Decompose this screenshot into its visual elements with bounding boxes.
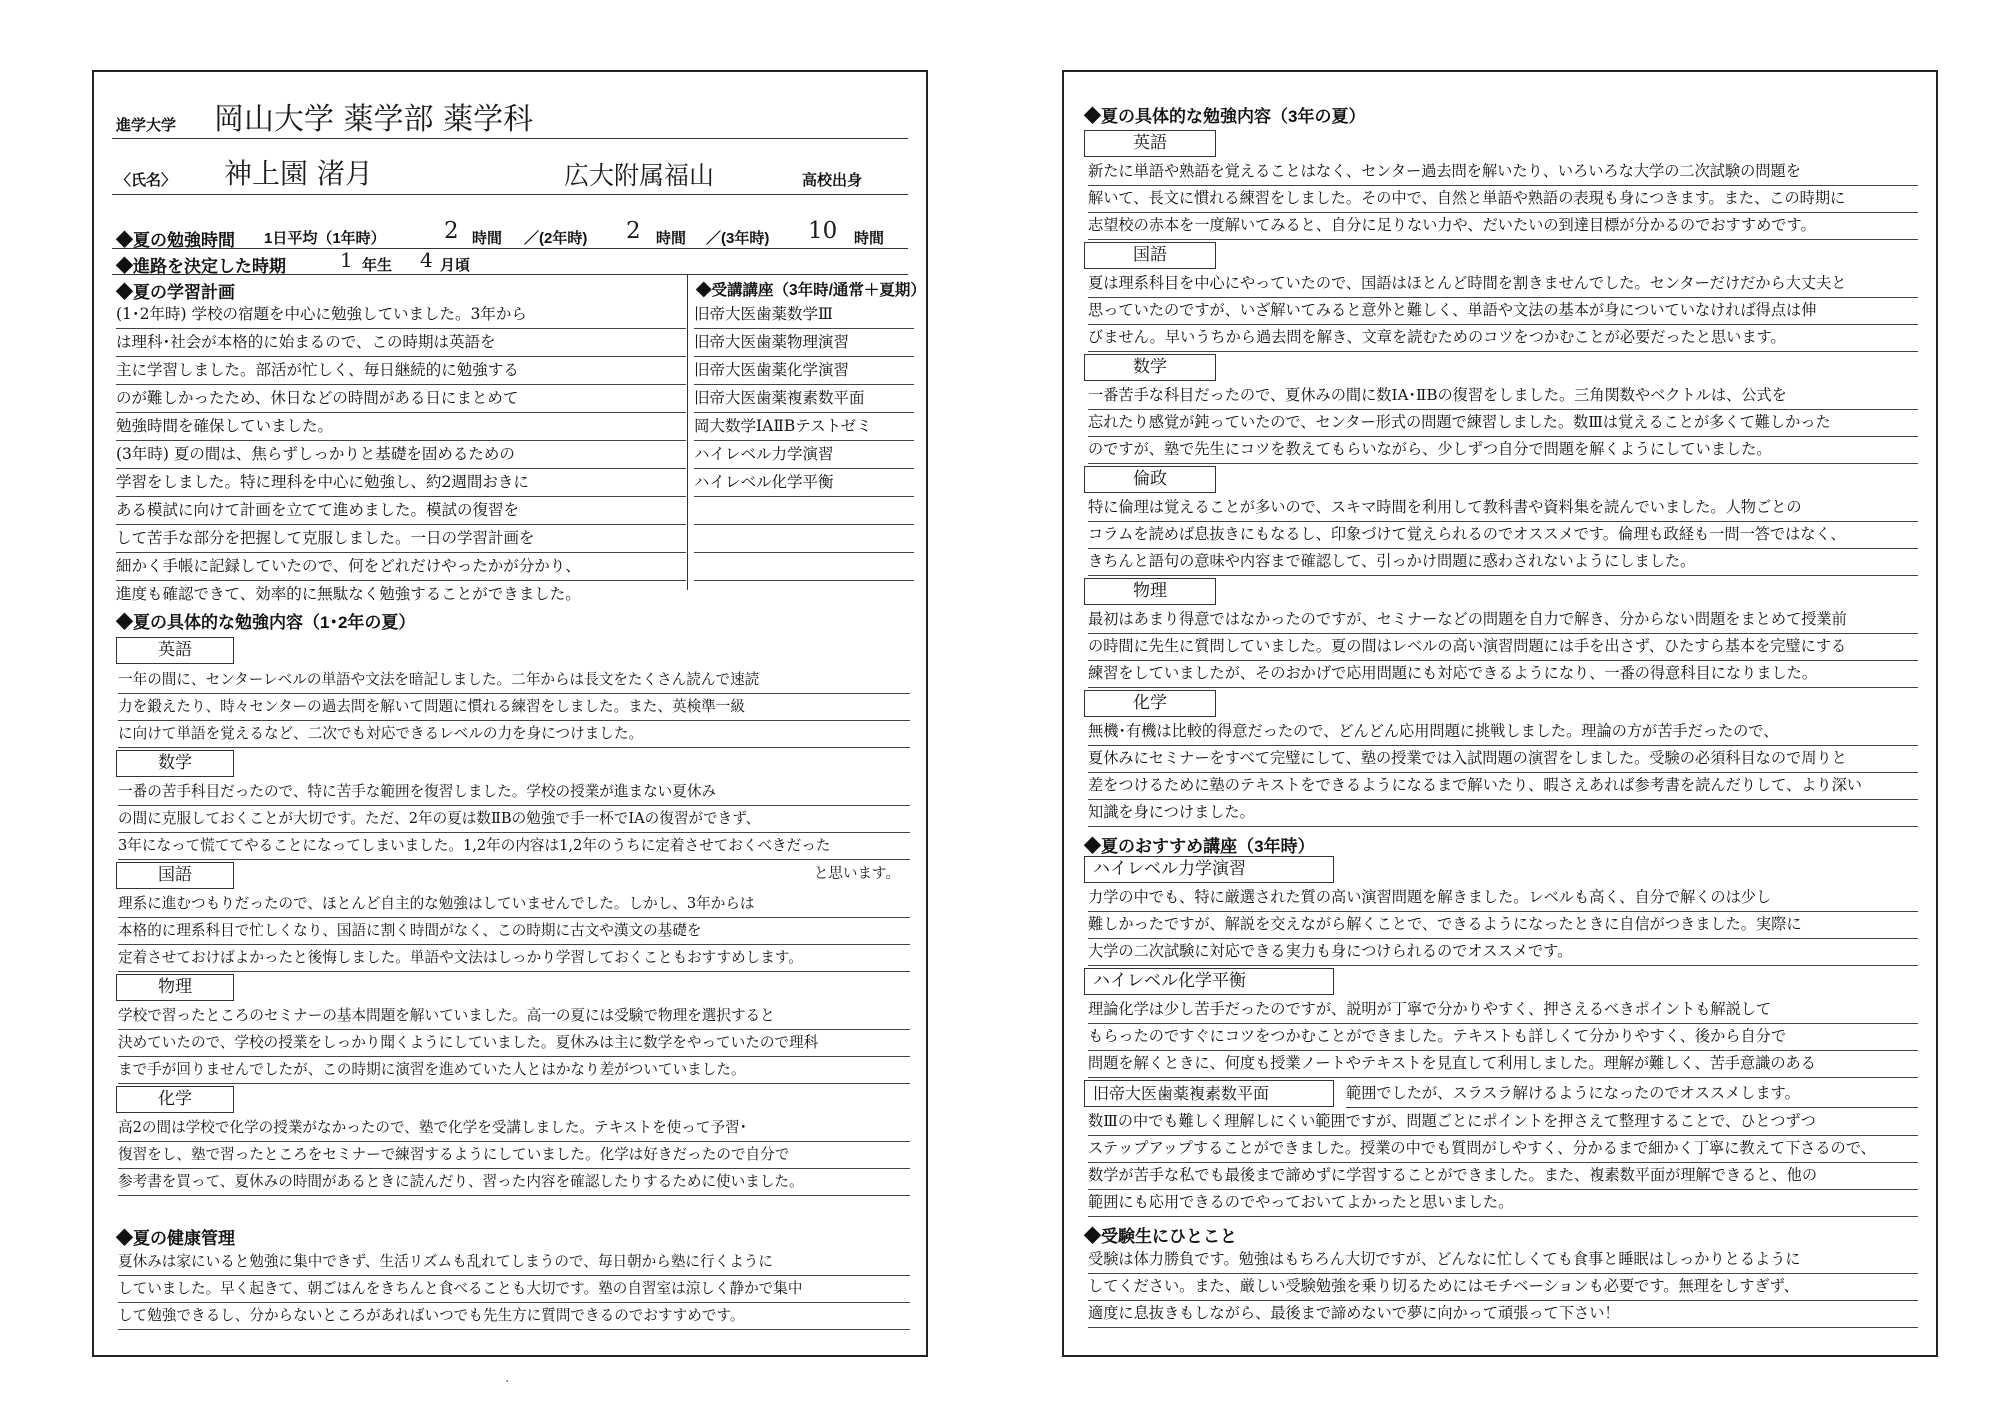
subject-line: 参考書を買って、夏休みの時間があるときに読んだり、習った内容を確認したりするために使いました。: [118, 1168, 910, 1196]
recommend-line: 数学が苦手な私でも最後まで諦めずに学習することができました。また、複素数平面が理解できると、他の: [1088, 1162, 1918, 1190]
subject-line: 一番の苦手科目だったので、特に苦手な範囲を復習しました。学校の授業が進まない夏休み: [118, 778, 910, 806]
summer12-title: ◆夏の具体的な勉強内容（1･2年の夏）: [116, 613, 416, 632]
decision-grade-suffix: 年生: [362, 257, 393, 274]
subject-line: に向けて単語を覚えるなど、二次でも対応できるレベルの力を身につけました。: [118, 720, 910, 748]
subject-line: 特に倫理は覚えることが多いので、スキマ時間を利用して教科書や資料集を読んでいました。人物ごとの: [1088, 494, 1918, 522]
course-item: ハイレベル力学演習: [694, 440, 914, 469]
recommend-title: ◆夏のおすすめ講座（3年時）: [1084, 837, 1315, 856]
course-item: 岡大数学ⅠAⅡBテストゼミ: [694, 412, 914, 441]
subject-line: きちんと語句の意味や内容まで確認して、引っかけ問題に惑わされないようにしました。: [1088, 548, 1918, 576]
message-line: 適度に息抜きもしながら、最後まで諦めないで夢に向かって頑張って下さい！: [1088, 1300, 1918, 1328]
decision-month-suffix: 月頃: [440, 257, 471, 274]
subject-label-physics: 物理: [116, 974, 234, 1001]
scan-mark: ·: [505, 1374, 510, 1390]
subject-line: 力を鍛えたり、時々センターの過去問を解いて問題に慣れる練習をしました。また、英検準一級: [118, 693, 910, 721]
recommend-line: 大学の二次試験に対応できる実力も身につけられるのでオススメです。: [1088, 938, 1918, 966]
subject-line: 練習をしていましたが、そのおかげで応用問題にも対応できるようになり、一番の得意科目になりました。: [1088, 660, 1918, 688]
plan-line: 主に学習しました。部活が忙しく、毎日継続的に勉強する: [116, 356, 686, 385]
subject-label-english: 英語: [116, 637, 234, 664]
subject-line: びません。早いうちから過去問を解き、文章を読むためのコツをつかむことが必要だったと思います。: [1088, 324, 1918, 352]
hours-unit: 時間: [472, 230, 503, 247]
subject-line: 理系に進むつもりだったので、ほとんど自主的な勉強はしていませんでした。しかし、3年からは: [118, 890, 910, 918]
subject-line: まで手が回りませんでしたが、この時期に演習を進めていた人とはかなり差がついていました。: [118, 1056, 910, 1084]
subject-label-physics: 物理: [1084, 578, 1216, 605]
subject-label-ethics-politics: 倫政: [1084, 466, 1216, 493]
high-school-value: 広大附属福山: [564, 161, 715, 190]
subject-line: 定着させておけばよかったと後悔しました。単語や文法はしっかり学習しておくこともおすすめします。: [118, 944, 910, 972]
message-line: してください。また、厳しい受験勉強を乗り切るためにはモチベーションも必要です。無理をしすぎず、: [1088, 1273, 1918, 1301]
divider: [112, 138, 908, 139]
subject-line-tail: と思います。: [814, 866, 900, 882]
subject-line: 思っていたのですが、いざ解いてみると意外と難しく、単語や文法の基本が身についていなければ得点は伸: [1088, 297, 1918, 325]
health-line: して勉強できるし、分からないところがあればいつでも先生方に質問できるのでおすすめです。: [118, 1302, 910, 1330]
study-time-avg-label: 1日平均（1年時）: [264, 230, 386, 247]
subject-label-chemistry: 化学: [116, 1086, 234, 1113]
subject-line: 夏休みにセミナーをすべて完璧にして、塾の授業では入試問題の演習をしました。受験の必須科目なので周りと: [1088, 745, 1918, 773]
divider: [112, 274, 908, 275]
column-divider: [687, 274, 688, 590]
subject-label-japanese: 国語: [116, 862, 234, 889]
recommend-line: 範囲でしたが、スラスラ解けるようになったのでオススメします。: [1346, 1080, 1918, 1108]
study-hours-y3: 10: [808, 218, 838, 244]
plan-line: (1･2年時) 学校の宿題を中心に勉強していました。3年から: [116, 300, 686, 329]
plan-line: 細かく手帳に記録していたので、何をどれだけやったかが分かり、: [116, 552, 686, 581]
plan-line: 勉強時間を確保していました。: [116, 412, 686, 441]
subject-line: 復習をし、塾で習ったところをセミナーで練習するようにしていました。化学は好きだったので自分で: [118, 1141, 910, 1169]
hours-unit: 時間: [854, 230, 885, 247]
subject-line: 一年の間に、センターレベルの単語や文法を暗記しました。二年からは長文をたくさん読んで速読: [118, 666, 910, 694]
course-item: 旧帝大医歯薬化学演習: [694, 356, 914, 385]
hours-unit: 時間: [656, 230, 687, 247]
recommend-line: もらったのですぐにコツをつかむことができました。テキストも詳しくて分かりやすく、後から自分で: [1088, 1023, 1918, 1051]
name-label: 〈氏名〉: [116, 172, 177, 189]
recommend-line: 問題を解くときに、何度も授業ノートやテキストを見直して利用しました。理解が難しく、苦手意識のある: [1088, 1050, 1918, 1078]
study-hours-y2: 2: [626, 218, 641, 244]
name-value: 神上園 渚月: [224, 157, 373, 190]
subject-label-math: 数学: [116, 750, 234, 777]
subject-line: 解いて、長文に慣れる練習をしました。その中で、自然と単語や熟語の表現も身につきます。また、この時期に: [1088, 185, 1918, 213]
course-item: 旧帝大医歯薬数学Ⅲ: [694, 300, 914, 329]
plan-line: (3年時) 夏の間は、焦らずしっかりと基礎を固めるための: [116, 440, 686, 469]
course-item: [694, 552, 914, 581]
recommend-line: 難しかったですが、解説を交えながら解くことで、できるようになったときに自信がつきました。実際に: [1088, 911, 1918, 939]
courses-title: ◆受講講座（3年時/通常＋夏期）: [696, 282, 926, 299]
plan-line: 進度も確認できて、効率的に無駄なく勉強することができました。: [116, 585, 581, 603]
subject-label-chemistry: 化学: [1084, 690, 1216, 717]
subject-label-math: 数学: [1084, 354, 1216, 381]
subject-line: 高2の間は学校で化学の授業がなかったので、塾で化学を受講しました。テキストを使って予習･: [118, 1114, 910, 1142]
university-label: 進学大学: [116, 117, 177, 134]
message-title: ◆受験生にひとこと: [1084, 1227, 1237, 1246]
subject-line: 学校で習ったところのセミナーの基本問題を解いていました。高一の夏には受験で物理を選択すると: [118, 1002, 910, 1030]
message-line: 受験は体力勝負です。勉強はもちろん大切ですが、どんなに忙しくても食事と睡眠はしっかりとるように: [1088, 1246, 1918, 1274]
university-value: 岡山大学 薬学部 薬学科: [214, 102, 534, 137]
study-time-label: ◆夏の勉強時間: [116, 231, 235, 250]
subject-line: 一番苦手な科目だったので、夏休みの間に数ⅠA･ⅡBの復習をしました。三角関数やベクトルは、公式を: [1088, 382, 1918, 410]
plan-line: して苦手な部分を把握して克服しました。一日の学習計画を: [116, 524, 686, 553]
subject-line: 最初はあまり得意ではなかったのですが、セミナーなどの問題を自力で解き、分からない問題をまとめて授業前: [1088, 606, 1918, 634]
high-school-suffix: 高校出身: [802, 172, 863, 189]
subject-line: 無機･有機は比較的得意だったので、どんどん応用問題に挑戦しました。理論の方が苦手だったので、: [1088, 718, 1918, 746]
subject-line: の時間に先生に質問していました。夏の間はレベルの高い演習問題には手を出さず、ひたすら基本を完璧にする: [1088, 633, 1918, 661]
divider: [112, 194, 908, 195]
health-line: 夏休みは家にいると勉強に集中できず、生活リズムも乱れてしまうので、毎日朝から塾に行くように: [118, 1248, 910, 1276]
subject-line: 忘れたり感覚が鈍っていたので、センター形式の問題で練習しました。数Ⅲは覚えることが多くて難しかった: [1088, 409, 1918, 437]
summer3-title: ◆夏の具体的な勉強内容（3年の夏）: [1084, 107, 1366, 126]
study-time-y3-label: ／(3年時): [706, 230, 770, 247]
health-title: ◆夏の健康管理: [116, 1229, 235, 1248]
course-item: 旧帝大医歯薬複素数平面: [694, 384, 914, 413]
subject-line: 志望校の赤本を一度解いてみると、自分に足りない力や、だいたいの到達目標が分かるのでおすすめです。: [1088, 212, 1918, 240]
health-line: していました。早く起きて、朝ごはんをきちんと食べることも大切です。塾の自習室は涼しく静かで集中: [118, 1275, 910, 1303]
recommend-line: 力学の中でも、特に厳選された質の高い演習問題を解きました。レベルも高く、自分で解くのは少し: [1088, 884, 1918, 912]
decision-month: 4: [420, 248, 433, 272]
subject-line: のですが、塾で先生にコツを教えてもらいながら、少しずつ自分で問題を解くようにしていました。: [1088, 436, 1918, 464]
course-item: [694, 524, 914, 553]
left-page: [92, 70, 928, 1357]
recommend-course-label: ハイレベル化学平衡: [1084, 968, 1334, 995]
recommend-course-label: 旧帝大医歯薬複素数平面: [1084, 1080, 1334, 1107]
right-page: [1062, 70, 1938, 1357]
subject-label-japanese: 国語: [1084, 242, 1216, 269]
subject-label-english: 英語: [1084, 130, 1216, 157]
plan-line: ある模試に向けて計画を立てて進めました。模試の復習を: [116, 496, 686, 525]
subject-line: 本格的に理系科目で忙しくなり、国語に割く時間がなく、この時期に古文や漢文の基礎を: [118, 917, 910, 945]
study-time-y2-label: ／(2年時): [524, 230, 588, 247]
subject-line: 知識を身につけました。: [1088, 799, 1918, 827]
recommend-line: 範囲にも応用できるのでやっておいてよかったと思いました。: [1088, 1189, 1918, 1217]
subject-line: 夏は理系科目を中心にやっていたので、国語はほとんど時間を割きませんでした。センターだけだから大丈夫と: [1088, 270, 1918, 298]
decision-grade: 1: [340, 248, 353, 272]
recommend-line: 数Ⅲの中でも難しく理解しにくい範囲ですが、問題ごとにポイントを押さえて整理することで、ひとつずつ: [1088, 1108, 1918, 1136]
recommend-course-label: ハイレベル力学演習: [1084, 856, 1334, 883]
plan-line: 学習をしました。特に理科を中心に勉強し、約2週間おきに: [116, 468, 686, 497]
subject-line: 新たに単語や熟語を覚えることはなく、センター過去問を解いたり、いろいろな大学の二次試験の問題を: [1088, 158, 1918, 186]
course-item: [694, 496, 914, 525]
plan-line: は理科･社会が本格的に始まるので、この時期は英語を: [116, 328, 686, 357]
divider: [112, 248, 908, 249]
subject-line: の間に克服しておくことが大切です。ただ、2年の夏は数ⅡBの勉強で手一杯でⅠAの復習ができず、: [118, 805, 910, 833]
course-item: 旧帝大医歯薬物理演習: [694, 328, 914, 357]
recommend-line: ステップアップすることができました。授業の中でも質問がしやすく、分かるまで細かく丁寧に教えて下さるので、: [1088, 1135, 1918, 1163]
study-hours-y1: 2: [444, 218, 459, 244]
recommend-line: 理論化学は少し苦手だったのですが、説明が丁寧で分かりやすく、押さえるべきポイントも解説して: [1088, 996, 1918, 1024]
plan-line: のが難しかったため、休日などの時間がある日にまとめて: [116, 384, 686, 413]
subject-line: 差をつけるために塾のテキストをできるようになるまで解いたり、暇さえあれば参考書を読んだりして、より深い: [1088, 772, 1918, 800]
course-item: ハイレベル化学平衡: [694, 468, 914, 497]
plan-title: ◆夏の学習計画: [116, 283, 235, 302]
subject-line: 3年になって慌ててやることになってしまいました。1,2年の内容は1,2年のうちに定着させておくべきだった: [118, 832, 910, 860]
subject-line: コラムを読めば息抜きにもなるし、印象づけて覚えられるのでオススメです。倫理も政経も一問一答ではなく、: [1088, 521, 1918, 549]
subject-line: 決めていたので、学校の授業をしっかり聞くようにしていました。夏休みは主に数学をやっていたので理科: [118, 1029, 910, 1057]
decision-label: ◆進路を決定した時期: [116, 257, 286, 276]
